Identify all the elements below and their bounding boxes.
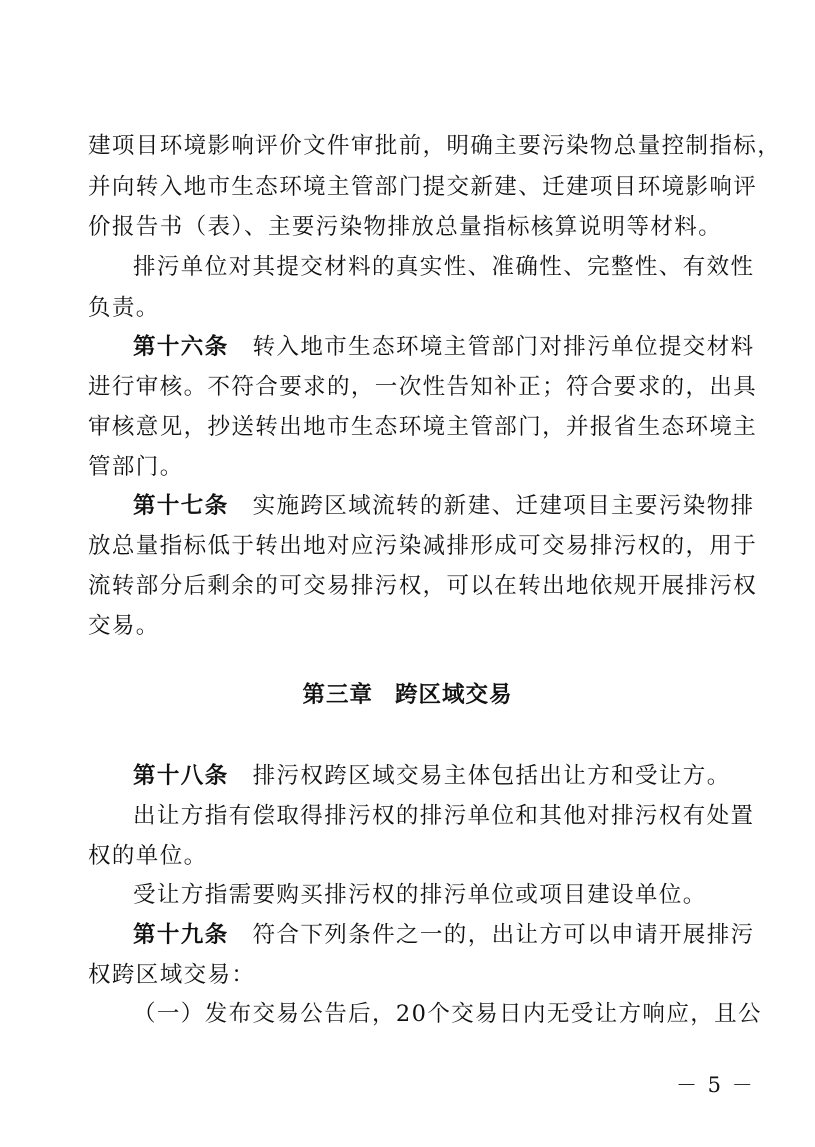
article-text: 排污权跨区域交易主体包括出让方和受让方。 — [252, 763, 731, 789]
list-item: （一）发布交易公告后，20个交易日内无受让方响应，且公 — [133, 1001, 762, 1027]
article-label: 第十八条 — [133, 763, 229, 789]
text-line: 建项目环境影响评价文件审批前，明确主要污染物总量控制指标， — [88, 133, 782, 159]
article-label: 第十七条 — [133, 493, 229, 519]
text-line: 流转部分后剩余的可交易排污权，可以在转出地依规开展排污权 — [88, 573, 758, 599]
text-line: 排污单位对其提交材料的真实性、准确性、完整性、有效性 — [133, 254, 755, 280]
text-line: 负责。 — [88, 295, 160, 321]
article-19-line — [133, 920, 755, 950]
chapter-heading — [0, 680, 815, 710]
page-number: － 5 － — [676, 1073, 755, 1097]
text-line: 交易。 — [88, 613, 160, 639]
text-line: 进行审核。不符合要求的，一次性告知补正；符合要求的，出具 — [88, 374, 758, 400]
chapter-number: 第三章 — [302, 682, 373, 708]
article-text: 转入地市生态环境主管部门对排污单位提交材料 — [252, 334, 755, 360]
article-label: 第十九条 — [133, 922, 229, 948]
text-line: 管部门。 — [88, 454, 184, 480]
text-line: 价报告书（表）、主要污染物排放总量指标核算说明等材料。 — [88, 214, 723, 240]
article-text: 实施跨区域流转的新建、迁建项目主要污染物排 — [252, 493, 755, 519]
text-line: 受让方指需要购买排污权的排污单位或项目建设单位。 — [133, 882, 707, 908]
article-17-line — [133, 491, 755, 521]
article-16-line — [133, 332, 755, 362]
text-line: 权的单位。 — [88, 843, 208, 869]
article-18-line — [133, 761, 773, 791]
text-line: 审核意见，抄送转出地市生态环境主管部门，并报省生态环境主 — [88, 414, 758, 440]
article-label: 第十六条 — [133, 334, 229, 360]
article-text: 符合下列条件之一的，出让方可以申请开展排污 — [252, 922, 755, 948]
text-line: 权跨区域交易： — [88, 962, 256, 988]
text-line: 出让方指有偿取得排污权的排污单位和其他对排污权有处置 — [133, 803, 755, 829]
text-line: 并向转入地市生态环境主管部门提交新建、迁建项目环境影响评 — [88, 174, 758, 200]
text-line: 放总量指标低于转出地对应污染减排形成可交易排污权的，用于 — [88, 533, 758, 559]
chapter-title: 跨区域交易 — [395, 682, 513, 708]
